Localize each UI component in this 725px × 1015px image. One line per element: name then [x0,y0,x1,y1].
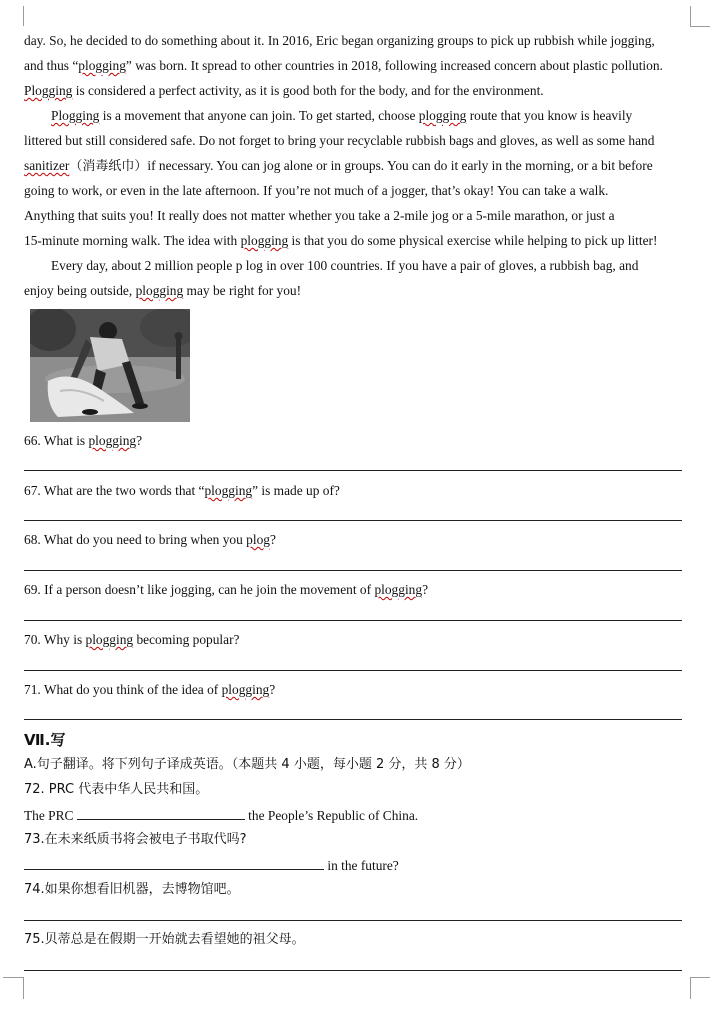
question-68 [24,531,276,549]
spellcheck-word: plogging [374,582,423,597]
spellcheck-word: Plogging [51,108,100,123]
text-span: is a movement that anyone can join. To get started, choose [99,108,419,123]
text-span: ? [422,582,429,597]
spellcheck-word: plogging [418,108,467,123]
text-span: and thus “ [24,58,79,73]
text-span: 68. What do you need to bring when you [24,532,247,547]
text-span: 15-minute morning walk. The idea with [24,233,241,248]
spellcheck-word: plogging [85,632,134,647]
text-span: 69. If a person doesn’t like jogging, can he join the movement of [24,582,375,597]
question-66 [24,432,142,450]
section-heading-writing: Ⅶ.写 [24,731,66,749]
passage-p1-line3 [24,82,544,100]
text-span: enjoy being outside, [24,283,136,298]
text-span: is that you do some physical exercise while helping to pick up litter! [288,233,658,248]
text-span: 71. What do you think of the idea of [24,682,222,697]
photo-illustration [30,309,190,422]
question-71 [24,681,275,699]
question-67 [24,482,340,500]
text-span: may be right for you! [183,283,302,298]
question-73-chinese: 73.在未来纸质书将会被电子书取代吗? [24,832,247,847]
answer-line-74[interactable] [24,920,682,921]
answer-line-75[interactable] [24,970,682,971]
fill-blank-73[interactable] [24,856,324,870]
text-span: 70. Why is [24,632,86,647]
answer-line-70[interactable] [24,670,682,671]
chinese-gloss: （消毒纸巾） [69,159,148,174]
text-span: 66. What is [24,433,89,448]
crop-mark-bottom-right-horizontal [690,977,710,978]
crop-mark-top-right-vertical [690,6,691,26]
text-span: ” was born. It spread to other countries in 2018, following increased concern about plastic pollution. [125,58,663,73]
passage-p1-line2 [24,57,663,75]
text-span: ” is made up of? [252,483,340,498]
passage-p2-line6 [24,232,657,250]
text-span: in the future? [324,858,399,873]
text-span: becoming popular? [133,632,240,647]
question-72-english [24,806,418,825]
question-75-chinese: 75.贝蒂总是在假期一开始就去看望她的祖父母。 [24,932,305,947]
question-73-english [24,856,399,875]
passage-p2-line1 [51,107,632,125]
answer-line-67[interactable] [24,520,682,521]
answer-line-66[interactable] [24,470,682,471]
text-span: if necessary. You can jog alone or in groups. You can do it early in the morning, or a bit before [147,158,653,173]
text-span: ? [269,682,276,697]
passage-p3-line1: Every day, about 2 million people p log in over 100 countries. If you have a pair of gloves, a rubbish bag, and [51,258,639,273]
question-74-chinese: 74.如果你想看旧机器，去博物馆吧。 [24,882,240,897]
question-72-chinese: 72. PRC 代表中华人民共和国。 [24,782,209,797]
spellcheck-word: Plogging [24,83,73,98]
answer-line-69[interactable] [24,620,682,621]
text-span: ? [269,532,276,547]
spellcheck-word: plogging [221,682,270,697]
text-span: is considered a perfect activity, as it is good both for the body, and for the environment. [72,83,544,98]
plogging-photo [30,309,190,422]
text-span: the People’s Republic of China. [244,808,419,823]
spellcheck-word: plogging [204,483,253,498]
answer-line-71[interactable] [24,719,682,720]
text-span: 67. What are the two words that “ [24,483,205,498]
spellcheck-word: plog [246,532,270,547]
text-span: ? [136,433,143,448]
spellcheck-word: sanitizer [24,158,70,173]
crop-mark-bottom-right-vertical [690,977,691,999]
crop-mark-bottom-left-vertical [23,977,24,999]
passage-p2-line2: littered but still considered safe. Do not forget to bring your recyclable rubbish bags and gloves, as well as some hand [24,133,655,148]
question-69 [24,581,428,599]
text-span: route that you know is heavily [466,108,633,123]
crop-mark-bottom-left-horizontal [3,977,23,978]
text-span: The PRC [24,808,77,823]
answer-line-68[interactable] [24,570,682,571]
question-70 [24,631,239,649]
crop-mark-top-left [23,6,24,26]
crop-mark-top-right-horizontal [690,26,710,27]
passage-p2-line4: going to work, or even in the late afternoon. If you’re not much of a jogger, that’s okay! You can take a walk. [24,183,609,198]
passage-p2-line5: Anything that suits you! It really does not matter whether you take a 2-mile jog or a 5-mile marathon, or just a [24,208,615,223]
fill-blank-72[interactable] [77,806,245,820]
passage-p2-line3 [24,157,653,176]
passage-p1-line1: day. So, he decided to do something about it. In 2016, Eric began organizing groups to pick up rubbish while jogging, [24,33,655,48]
spellcheck-word: plogging [78,58,126,73]
part-a-instructions: A.句子翻译。将下列句子译成英语。（本题共 4 小题，每小题 2 分，共 8 分） [24,757,470,772]
spellcheck-word: plogging [135,283,184,298]
spellcheck-word: plogging [88,433,137,448]
passage-p3-line2 [24,282,301,300]
spellcheck-word: plogging [240,233,289,248]
